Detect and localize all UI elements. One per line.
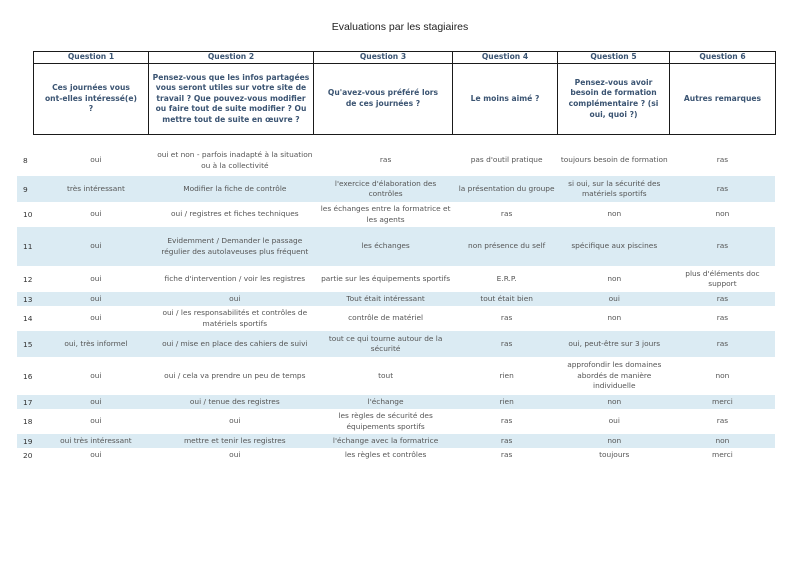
- table-row: [17, 306, 775, 331]
- answer-question-1: oui: [90, 313, 102, 323]
- answer-question-5: toujours: [599, 449, 630, 459]
- answer-question-5: non: [607, 209, 622, 219]
- answer-question-5: spécifique aux piscines: [571, 241, 658, 251]
- question-5-text: Pensez-vous avoir besoin de formation complémentaire ? (si oui, quoi ?): [558, 64, 670, 135]
- question-4-text: Le moins aimé ?: [453, 64, 558, 135]
- answer-question-5: non: [607, 313, 622, 323]
- answer-question-1: oui: [90, 209, 102, 219]
- answer-question-5: si oui, sur la sécurité des matériels sportifs: [568, 178, 661, 198]
- answer-question-4: pas d'outil pratique: [470, 155, 543, 165]
- answer-question-3: l'exercice d'élaboration des contrôles: [334, 178, 437, 198]
- answer-question-4: la présentation du groupe: [458, 183, 555, 193]
- answer-question-4: rien: [499, 370, 514, 380]
- answer-question-4: ras: [500, 435, 513, 445]
- row-number: 9: [23, 184, 28, 194]
- answer-question-2: fiche d'intervention / voir les registres: [164, 273, 306, 283]
- table-row: [17, 202, 775, 227]
- answer-question-3: Tout était intéressant: [346, 293, 425, 303]
- answer-question-2: oui: [229, 416, 241, 426]
- answer-question-1: oui très intéressant: [60, 435, 132, 445]
- answer-question-5: non: [607, 435, 622, 445]
- answer-question-4: non présence du self: [468, 241, 546, 251]
- answer-question-2: Modifier la fiche de contrôle: [183, 183, 287, 193]
- answer-question-2: oui / les responsabilités et contrôles de matériels sportifs: [162, 308, 308, 328]
- answer-question-6: merci: [712, 396, 733, 406]
- answer-question-6: ras: [716, 338, 729, 348]
- question-3-text: Qu'avez-vous préféré lors de ces journées ?: [314, 64, 453, 135]
- answer-question-6: plus d'éléments doc support: [685, 268, 760, 288]
- question-4-label: Question 4: [453, 52, 558, 64]
- answer-question-6: non: [715, 209, 730, 219]
- answer-question-3: l'échange: [367, 396, 404, 406]
- row-number: 13: [23, 294, 33, 304]
- row-number: 10: [23, 210, 33, 219]
- answer-question-6: ras: [716, 183, 729, 193]
- answer-question-1: oui: [90, 396, 102, 406]
- answer-question-3: l'échange avec la formatrice: [332, 435, 439, 445]
- answer-question-5: approfondir les domaines abordés de manière individuelle: [567, 360, 662, 391]
- answer-question-1: oui: [90, 293, 102, 303]
- answer-question-5: oui: [608, 293, 620, 303]
- question-2-text: Pensez-vous que les infos partagées vous seront utiles sur votre site de travail ? Que pouvez-vous modifier ou faire tout de suite modifier ? Ou mettre tout de suite en œuvre ?: [149, 64, 314, 135]
- answer-question-5: oui: [608, 416, 620, 426]
- answer-question-3: les règles de sécurité des équipements sportifs: [338, 411, 433, 431]
- answer-question-4: ras: [500, 338, 513, 348]
- answer-question-5: toujours besoin de formation: [560, 155, 668, 165]
- table-row: [17, 409, 775, 434]
- row-number: 18: [23, 417, 33, 426]
- table-row: [17, 331, 775, 357]
- table-row: [17, 357, 775, 395]
- answer-question-3: les échanges entre la formatrice et les agents: [320, 204, 451, 224]
- answer-question-4: tout était bien: [480, 293, 533, 303]
- answer-question-2: oui: [229, 293, 241, 303]
- answer-question-4: ras: [500, 209, 513, 219]
- answer-question-5: oui, peut-être sur 3 jours: [568, 338, 661, 348]
- table-row: [17, 145, 775, 176]
- answer-question-4: rien: [499, 396, 514, 406]
- answer-question-6: ras: [716, 313, 729, 323]
- question-6-label: Question 6: [670, 52, 776, 64]
- answer-question-6: merci: [712, 449, 733, 459]
- question-2-label: Question 2: [149, 52, 314, 64]
- row-number: 20: [23, 450, 33, 460]
- answer-question-6: non: [715, 435, 730, 445]
- answer-question-3: tout ce qui tourne autour de la sécurité: [328, 333, 443, 353]
- table-row: [17, 292, 775, 306]
- answer-question-3: les règles et contrôles: [344, 449, 427, 459]
- row-number: 16: [23, 371, 33, 381]
- row-number: 11: [23, 242, 33, 251]
- table-row: [17, 176, 775, 202]
- answer-question-6: ras: [716, 416, 729, 426]
- responses-table: [17, 145, 775, 462]
- answer-question-2: oui et non - parfois inadapté à la situation ou à la collectivité: [157, 150, 313, 170]
- table-row: [17, 227, 775, 266]
- question-1-text: Ces journées vous ont-elles intéressé(e) ?: [34, 64, 149, 135]
- answer-question-1: oui: [90, 416, 102, 426]
- answer-question-4: ras: [500, 449, 513, 459]
- answer-question-3: les échanges: [361, 241, 410, 251]
- answer-question-1: oui: [90, 449, 102, 459]
- answer-question-6: non: [715, 370, 730, 380]
- row-number: 8: [23, 156, 28, 165]
- row-number: 17: [23, 397, 33, 407]
- table-row: [17, 266, 775, 292]
- table-row: [17, 448, 775, 462]
- answer-question-4: ras: [500, 313, 513, 323]
- answer-question-6: ras: [716, 155, 729, 165]
- answer-question-1: oui: [90, 273, 102, 283]
- document-title: Evaluations par les stagiaires: [331, 21, 469, 33]
- table-row: [17, 395, 775, 409]
- answer-question-2: oui / cela va prendre un peu de temps: [164, 370, 306, 380]
- row-number: 12: [23, 274, 33, 284]
- answer-question-2: oui / tenue des registres: [189, 396, 280, 406]
- answer-question-4: ras: [500, 416, 513, 426]
- table-row: [17, 434, 775, 448]
- answer-question-1: oui, très informel: [64, 338, 128, 348]
- question-3-label: Question 3: [314, 52, 453, 64]
- answer-question-2: oui: [229, 449, 241, 459]
- answer-question-1: oui: [90, 155, 102, 165]
- answer-question-3: ras: [379, 155, 392, 165]
- answer-question-2: Evidemment / Demander le passage régulier des autolaveuses plus fréquent: [161, 236, 309, 256]
- row-number: 14: [23, 314, 33, 323]
- row-number: 15: [23, 339, 33, 349]
- question-6-text: Autres remarques: [670, 64, 776, 135]
- answer-question-4: E.R.P.: [496, 273, 517, 283]
- answer-question-1: très intéressant: [66, 183, 125, 193]
- answer-question-5: non: [607, 273, 622, 283]
- answer-question-2: mettre et tenir les registres: [183, 435, 286, 445]
- answer-question-3: contrôle de matériel: [348, 313, 424, 323]
- questions-header-table: [33, 51, 776, 135]
- answer-question-6: ras: [716, 241, 729, 251]
- answer-question-2: oui / mise en place des cahiers de suivi: [162, 338, 308, 348]
- answer-question-6: ras: [716, 293, 729, 303]
- answer-question-2: oui / registres et fiches techniques: [170, 209, 299, 219]
- question-5-label: Question 5: [558, 52, 670, 64]
- answer-question-3: partie sur les équipements sportifs: [321, 273, 451, 283]
- answer-question-1: oui: [90, 241, 102, 251]
- answer-question-5: non: [607, 396, 622, 406]
- row-number: 19: [23, 436, 33, 446]
- answer-question-3: tout: [378, 370, 394, 380]
- answer-question-1: oui: [90, 370, 102, 380]
- question-1-label: Question 1: [34, 52, 149, 64]
